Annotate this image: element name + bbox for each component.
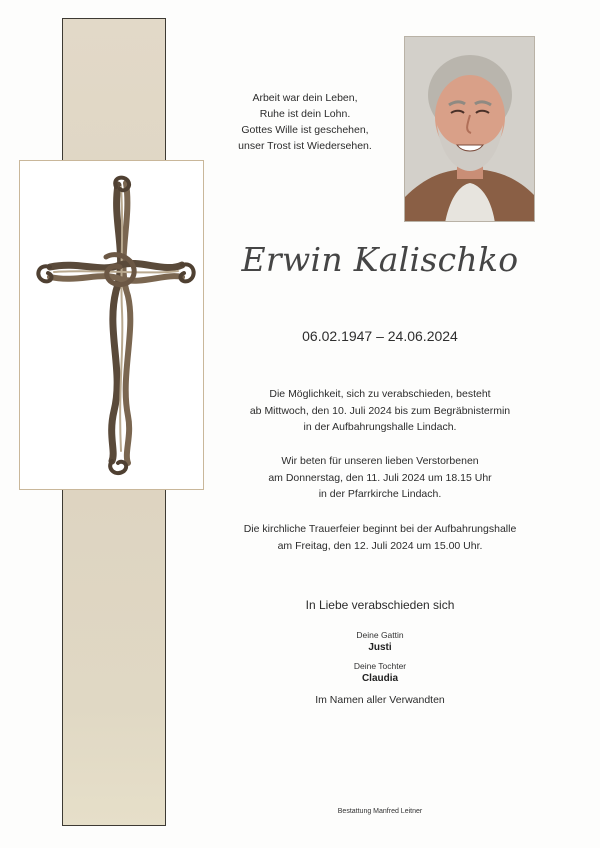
cross-frame — [19, 160, 204, 490]
prayer-announcement — [215, 453, 545, 503]
announcement-line: in der Aufbahrungshalle Lindach. — [303, 421, 457, 433]
memorial-verse — [215, 90, 395, 154]
announcement-line: in der Pfarrkirche Lindach. — [318, 488, 442, 500]
verse-line: Arbeit war dein Leben, — [252, 92, 358, 104]
viewing-announcement — [215, 386, 545, 436]
relative-name: Claudia — [361, 673, 399, 684]
closing-line: Im Namen aller Verwandten — [315, 694, 445, 706]
farewell-heading: In Liebe verabschieden sich — [305, 598, 455, 612]
announcement-line: am Donnerstag, den 11. Juli 2024 um 18.15 Uhr — [268, 471, 492, 484]
verse-line: Gottes Wille ist geschehen, — [241, 124, 369, 136]
deceased-name: Erwin Kalischko — [241, 240, 519, 279]
verse-line: unser Trost ist Wiedersehen. — [238, 140, 372, 152]
relative-relation: Deine Tochter — [353, 661, 407, 671]
relative-relation: Deine Gattin — [356, 630, 404, 640]
portrait-photo — [404, 36, 535, 222]
funeral-announcement — [215, 521, 545, 554]
announcement-line: ab Mittwoch, den 10. Juli 2024 bis zum Begräbnistermin — [249, 404, 511, 417]
relative-name: Justi — [368, 642, 392, 653]
verse-line: Ruhe ist dein Lohn. — [259, 108, 351, 120]
life-dates: 06.02.1947 – 24.06.2024 — [302, 328, 458, 344]
announcement-line: Die kirchliche Trauerfeier beginnt bei der Aufbahrungshalle — [243, 523, 517, 535]
announcement-line: Wir beten für unseren lieben Verstorbenen — [281, 455, 479, 467]
funeral-home-footer: Bestattung Manfred Leitner — [337, 808, 423, 815]
wrought-iron-cross-icon — [20, 161, 205, 491]
announcement-line: Die Möglichkeit, sich zu verabschieden, besteht — [269, 388, 491, 400]
portrait-of-man-icon — [405, 37, 535, 222]
announcement-line: am Freitag, den 12. Juli 2024 um 15.00 Uhr. — [277, 539, 483, 552]
